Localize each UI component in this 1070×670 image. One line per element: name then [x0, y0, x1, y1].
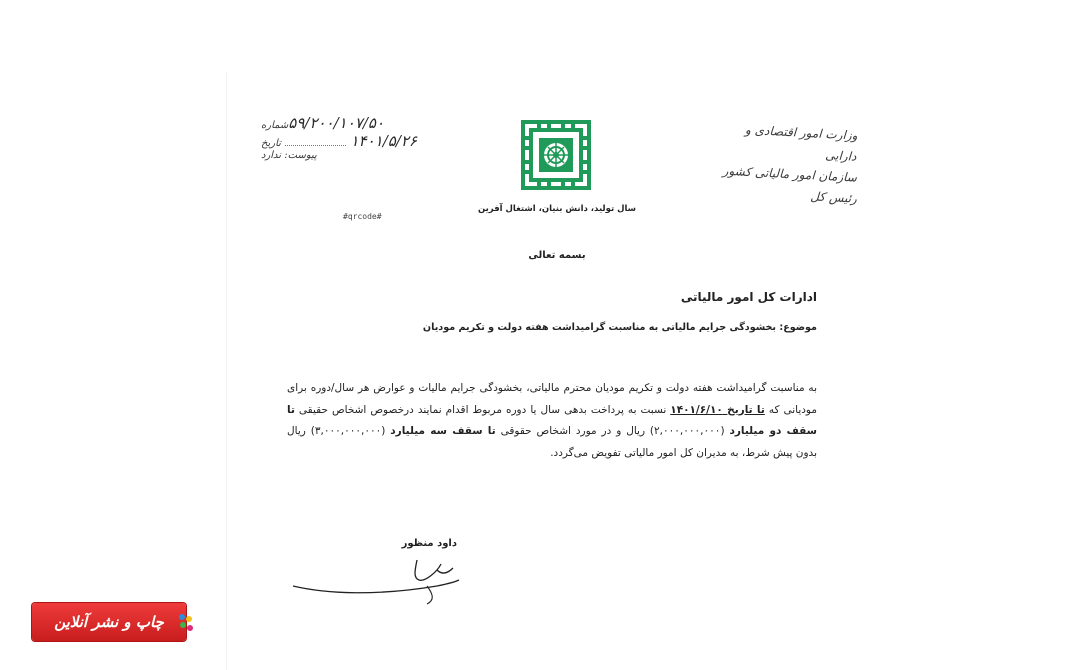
body-cap-legal: تا سقف سه میلیارد [390, 425, 496, 437]
body-text-4: (۳,۰۰۰,۰۰۰,۰۰۰) ریال بدون پیش شرط، به مدیران کل امور مالیاتی تفویض می‌گردد. [287, 425, 817, 459]
watermark-text: چاپ و نشر آنلاین [54, 613, 164, 631]
letter-date-row [257, 132, 417, 150]
letter-number-label: شماره [261, 120, 289, 131]
ministry-line-3: رئیس کل [809, 189, 858, 206]
letter-attachment-label: پیوست: ندارد [261, 150, 317, 161]
addressee: ادارات کل امور مالیاتی [680, 290, 817, 304]
letter-date-value: ۱۴۰۱/۵/۲۶ [350, 132, 417, 150]
ministry-header [717, 122, 857, 206]
letter-attachment-row [257, 150, 417, 168]
watermark-logo [32, 603, 186, 641]
qrcode-placeholder: #qrcode# [343, 212, 382, 221]
logo-emblem-icon [519, 118, 593, 192]
body-text-1: به مناسبت گرامیداشت هفته دولت و تکریم مودیان محترم مالیاتی، بخشودگی جرایم مالیات و عوارض هر سال/دوره برای مودیانی که [287, 382, 817, 416]
bism-heading: بسمه تعالی [528, 250, 586, 261]
letter-date-label: تاریخ [261, 138, 281, 149]
ministry-line-1: وزارت امور اقتصادی و دارایی [744, 122, 858, 164]
color-dots-icon [178, 613, 194, 633]
body-cap-natural: تا سقف دو میلیارد [287, 403, 817, 437]
date-divider [285, 145, 347, 146]
subject-line: موضوع: بخشودگی جرایم مالیاتی به مناسبت گرامیداشت هفته دولت و تکریم مودیان [422, 322, 817, 333]
body-text-2: نسبت به پرداخت بدهی سال یا دوره مربوط اقدام نمایند درخصوص اشخاص حقیقی [298, 403, 667, 416]
ministry-line-2: سازمان امور مالیاتی کشور [722, 163, 858, 185]
signer-name: داود منظور [401, 538, 457, 549]
slogan: سال تولید، دانش بنیان، اشتغال آفرین [477, 204, 637, 214]
letter-number-row [257, 114, 417, 132]
tax-organization-logo [519, 118, 593, 192]
body-text-3: (۲,۰۰۰,۰۰۰,۰۰۰) ریال و در مورد اشخاص حقوقی [500, 425, 725, 437]
signature-icon [287, 550, 467, 610]
letter-number-value: ۵۹/۲۰۰/۱۰۷/۵۰ [288, 114, 385, 132]
letter-body [287, 378, 817, 464]
letter-page [226, 72, 859, 670]
letter-meta [257, 114, 417, 168]
body-deadline: تا تاریخ ۱۴۰۱/۶/۱۰ [670, 403, 765, 416]
